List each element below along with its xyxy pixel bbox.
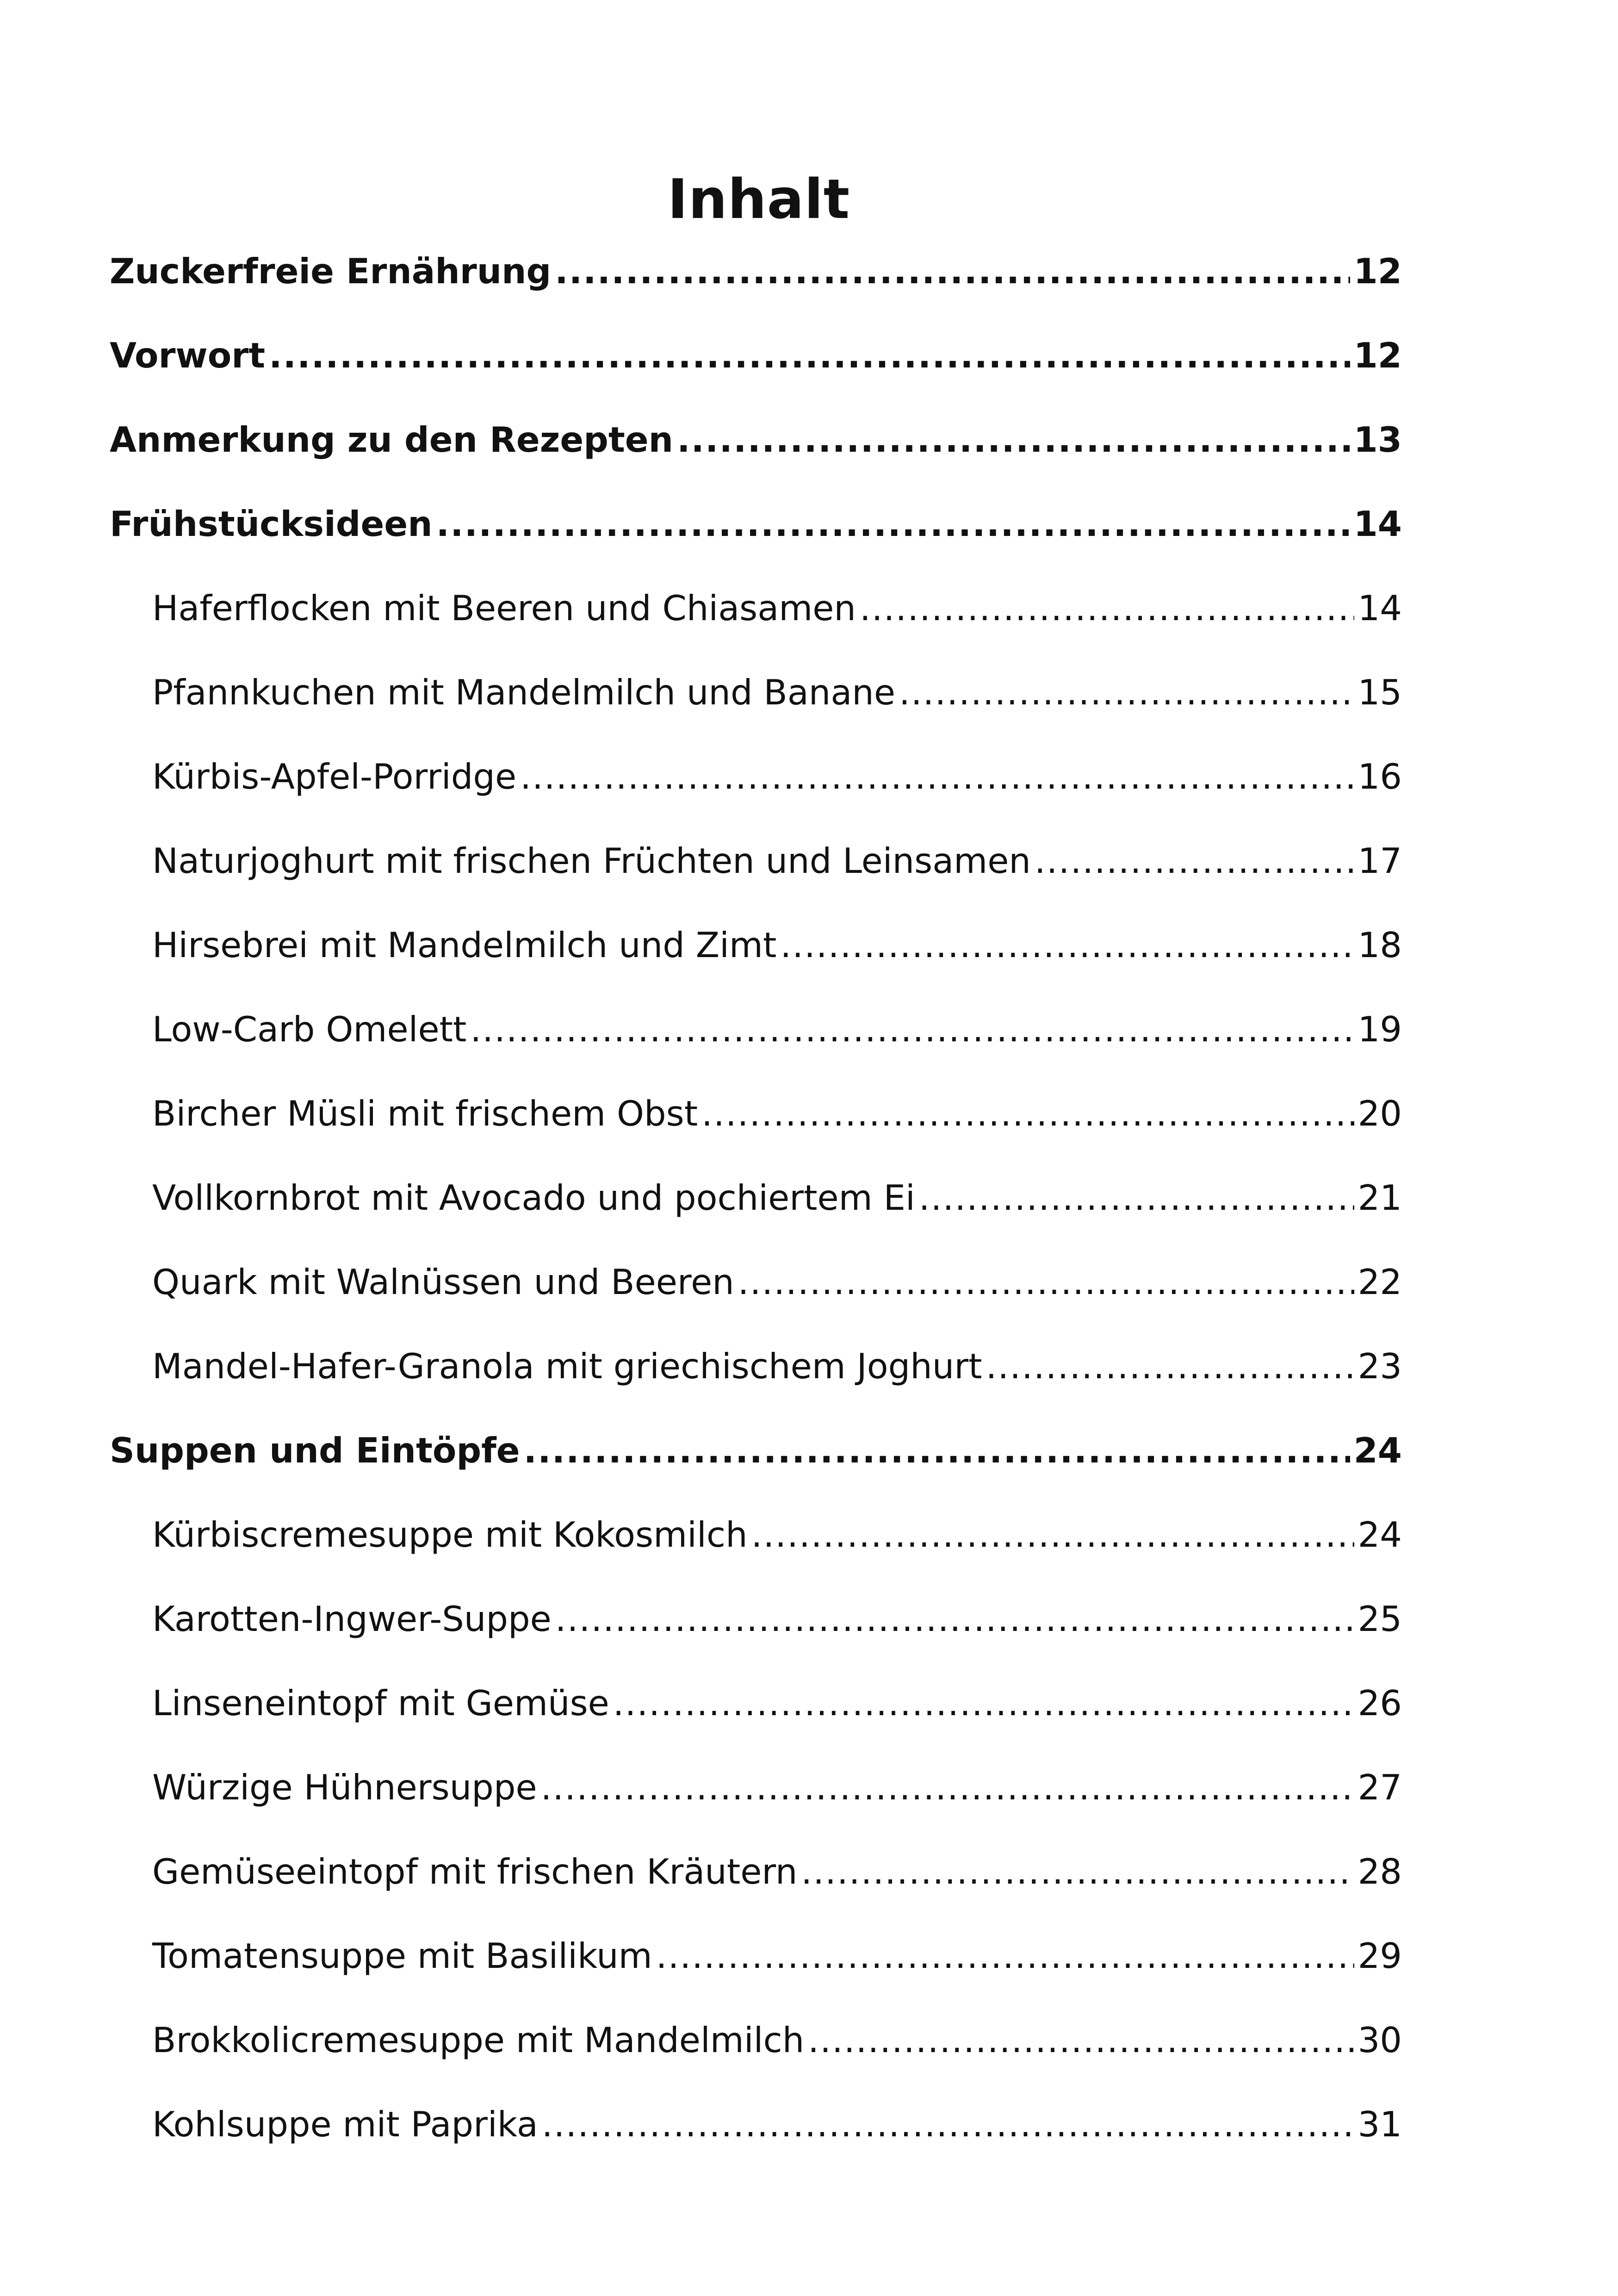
toc-recipe-entry[interactable] xyxy=(110,910,1402,994)
toc-entry-page-number: 24 xyxy=(1353,1430,1402,1471)
toc-entry-label: Vorwort xyxy=(110,335,266,376)
toc-entry-label: Hirsebrei mit Mandelmilch und Zimt xyxy=(152,925,777,965)
table-of-contents xyxy=(110,236,1402,2173)
dot-leader xyxy=(542,2089,1354,2159)
toc-entry-label: Gemüseeintopf mit frischen Kräutern xyxy=(152,1851,798,1892)
dot-leader xyxy=(808,2005,1354,2075)
toc-entry-page-number: 12 xyxy=(1353,335,1402,376)
dot-leader xyxy=(801,1836,1354,1907)
dot-leader xyxy=(613,1668,1354,1738)
toc-recipe-entry[interactable] xyxy=(110,1163,1402,1247)
dot-leader xyxy=(919,1163,1354,1233)
toc-entry-page-number: 28 xyxy=(1358,1851,1402,1892)
toc-entry-label: Pfannkuchen mit Mandelmilch und Banane xyxy=(152,672,895,713)
toc-entry-page-number: 31 xyxy=(1358,2104,1402,2145)
dot-leader xyxy=(701,1078,1354,1149)
toc-chapter-entry[interactable] xyxy=(110,404,1402,489)
dot-leader xyxy=(899,657,1354,728)
toc-entry-page-number: 29 xyxy=(1358,1935,1402,1976)
toc-entry-label: Würzige Hühnersuppe xyxy=(152,1767,537,1808)
toc-entry-page-number: 12 xyxy=(1353,251,1402,292)
toc-entry-label: Tomatensuppe mit Basilikum xyxy=(152,1935,652,1976)
toc-recipe-entry[interactable] xyxy=(110,1668,1402,1752)
toc-entry-label: Brokkolicremesuppe mit Mandelmilch xyxy=(152,2020,805,2060)
toc-entry-page-number: 13 xyxy=(1353,419,1402,460)
dot-leader xyxy=(780,910,1354,980)
toc-recipe-entry[interactable] xyxy=(110,1500,1402,1584)
toc-entry-label: Naturjoghurt mit frischen Früchten und Leinsamen xyxy=(152,840,1031,881)
toc-recipe-entry[interactable] xyxy=(110,657,1402,741)
toc-entry-page-number: 21 xyxy=(1358,1177,1402,1218)
toc-entry-label: Karotten-Ingwer-Suppe xyxy=(152,1599,552,1639)
toc-recipe-entry[interactable] xyxy=(110,2089,1402,2173)
toc-entry-page-number: 27 xyxy=(1358,1767,1402,1808)
dot-leader xyxy=(677,404,1350,475)
toc-entry-label: Quark mit Walnüssen und Beeren xyxy=(152,1262,734,1302)
toc-recipe-entry[interactable] xyxy=(110,741,1402,826)
toc-entry-label: Frühstücksideen xyxy=(110,504,433,544)
toc-entry-page-number: 17 xyxy=(1358,840,1402,881)
toc-entry-label: Haferflocken mit Beeren und Chiasamen xyxy=(152,588,856,628)
toc-recipe-entry[interactable] xyxy=(110,1584,1402,1668)
dot-leader xyxy=(860,573,1354,643)
toc-entry-label: Linseneintopf mit Gemüse xyxy=(152,1683,609,1724)
toc-chapter-entry[interactable] xyxy=(110,320,1402,404)
dot-leader xyxy=(751,1500,1354,1570)
toc-entry-page-number: 15 xyxy=(1358,672,1402,713)
toc-recipe-entry[interactable] xyxy=(110,2005,1402,2089)
dot-leader xyxy=(986,1331,1354,1401)
toc-entry-label: Anmerkung zu den Rezepten xyxy=(110,419,674,460)
dot-leader xyxy=(524,1415,1350,1486)
toc-recipe-entry[interactable] xyxy=(110,1078,1402,1163)
dot-leader xyxy=(269,320,1350,391)
toc-entry-label: Kürbiscremesuppe mit Kokosmilch xyxy=(152,1514,748,1555)
toc-entry-page-number: 16 xyxy=(1358,756,1402,797)
dot-leader xyxy=(470,994,1354,1064)
toc-chapter-entry[interactable] xyxy=(110,236,1402,320)
toc-recipe-entry[interactable] xyxy=(110,573,1402,657)
toc-entry-page-number: 25 xyxy=(1358,1599,1402,1639)
toc-entry-label: Kürbis-Apfel-Porridge xyxy=(152,756,517,797)
toc-chapter-entry[interactable] xyxy=(110,489,1402,573)
toc-recipe-entry[interactable] xyxy=(110,1752,1402,1836)
dot-leader xyxy=(541,1752,1354,1823)
toc-entry-label: Kohlsuppe mit Paprika xyxy=(152,2104,538,2145)
toc-recipe-entry[interactable] xyxy=(110,1836,1402,1921)
dot-leader xyxy=(555,236,1350,306)
toc-entry-label: Bircher Müsli mit frischem Obst xyxy=(152,1093,698,1134)
toc-entry-page-number: 19 xyxy=(1358,1009,1402,1050)
dot-leader xyxy=(656,1921,1354,1991)
dot-leader xyxy=(520,741,1354,812)
toc-entry-label: Zuckerfreie Ernährung xyxy=(110,251,552,292)
toc-title: Inhalt xyxy=(667,167,850,231)
toc-chapter-entry[interactable] xyxy=(110,1415,1402,1500)
toc-entry-label: Vollkornbrot mit Avocado und pochiertem Ei xyxy=(152,1177,915,1218)
toc-recipe-entry[interactable] xyxy=(110,1331,1402,1415)
toc-entry-label: Suppen und Eintöpfe xyxy=(110,1430,520,1471)
toc-recipe-entry[interactable] xyxy=(110,826,1402,910)
toc-entry-page-number: 30 xyxy=(1358,2020,1402,2060)
toc-entry-page-number: 22 xyxy=(1358,1262,1402,1302)
toc-entry-page-number: 20 xyxy=(1358,1093,1402,1134)
dot-leader xyxy=(436,489,1350,559)
dot-leader xyxy=(555,1584,1354,1654)
toc-entry-page-number: 14 xyxy=(1353,504,1402,544)
toc-recipe-entry[interactable] xyxy=(110,994,1402,1078)
toc-recipe-entry[interactable] xyxy=(110,1247,1402,1331)
toc-entry-label: Low-Carb Omelett xyxy=(152,1009,467,1050)
toc-entry-page-number: 24 xyxy=(1358,1514,1402,1555)
toc-entry-page-number: 14 xyxy=(1358,588,1402,628)
dot-leader xyxy=(738,1247,1354,1317)
toc-entry-page-number: 23 xyxy=(1358,1346,1402,1387)
toc-recipe-entry[interactable] xyxy=(110,1921,1402,2005)
dot-leader xyxy=(1035,826,1354,896)
toc-entry-page-number: 18 xyxy=(1358,925,1402,965)
toc-entry-page-number: 26 xyxy=(1358,1683,1402,1724)
toc-entry-label: Mandel-Hafer-Granola mit griechischem Joghurt xyxy=(152,1346,982,1387)
